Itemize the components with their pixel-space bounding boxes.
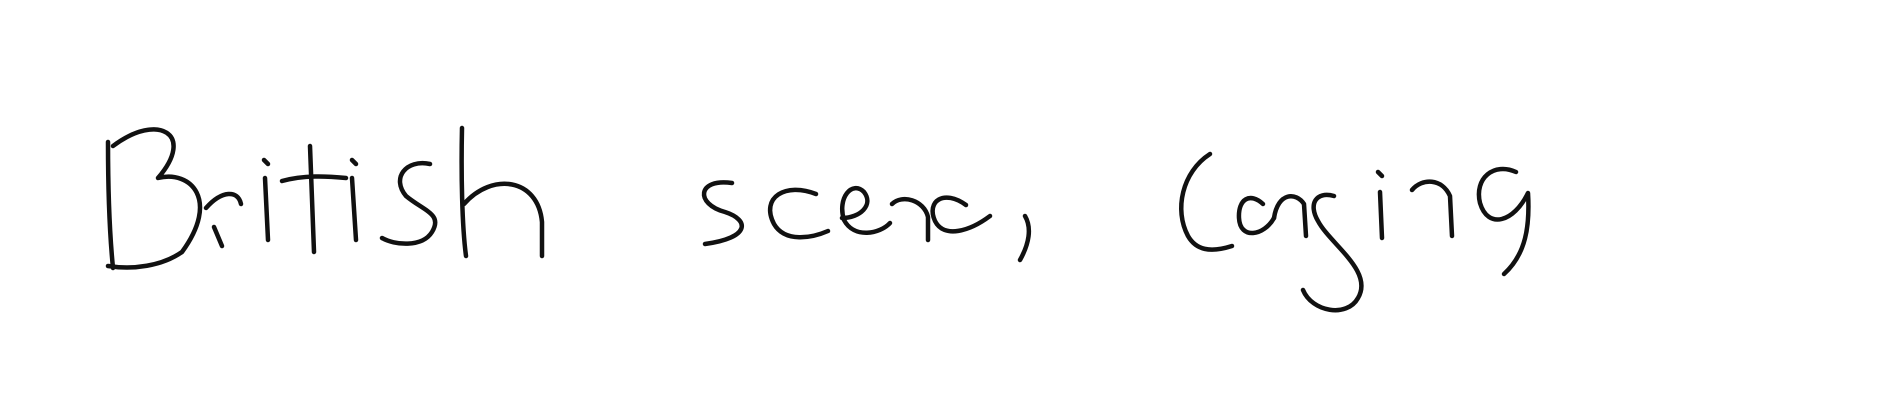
handwriting-strokes (100, 120, 1760, 300)
handwritten-text-line (100, 120, 1760, 300)
